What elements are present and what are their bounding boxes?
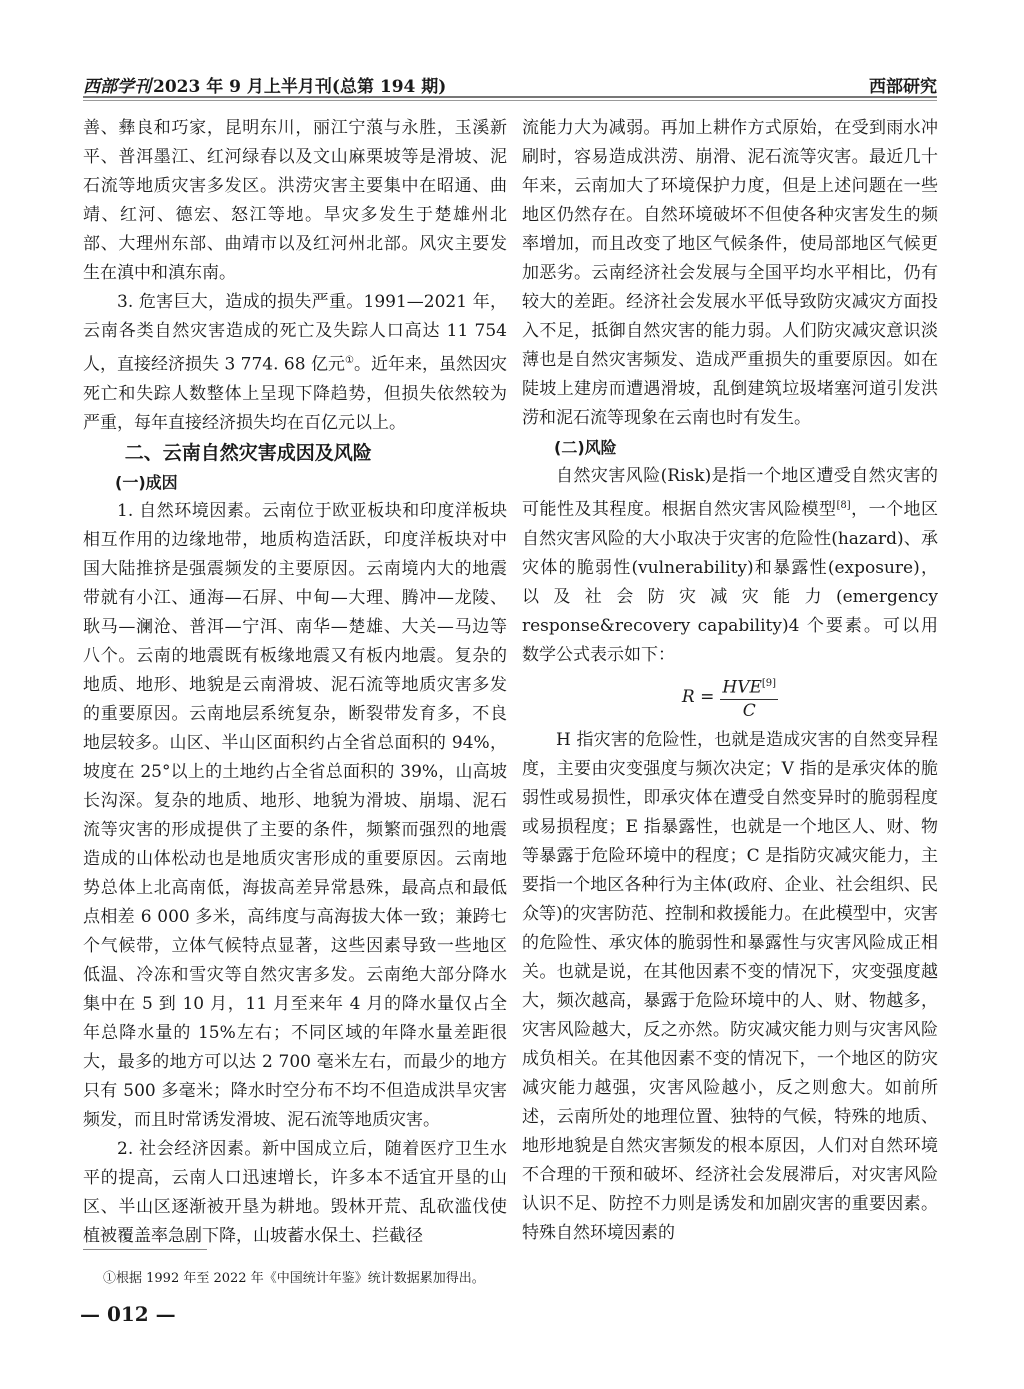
left-column [83, 114, 507, 1251]
issue-label: 2023 年 9 月上半月刊(总第 194 期) [153, 77, 447, 97]
paragraph-continued: 善、彝良和巧家，昆明东川，丽江宁蒗与永胜，玉溪新平、普洱墨江、红河绿春以及文山麻栗坡等是滑坡、泥石流等地质灾害多发区。洪涝灾害主要集中在昭通、曲靖、红河、德宏、怒江等地。旱灾多发生于楚雄州北部、大理州东部、曲靖市以及红河州北部。风灾主要发生在滇中和滇东南。 [83, 118, 507, 283]
paragraph-text: ，一个地区自然灾害风险的大小取决于灾害的危险性(hazard)、承灾体的脆弱性(vulnerability)和暴露性(exposure)，以及社会防灾减灾能力(emergency response&recovery capability)4 个要素。可以用数学公式表示如下： [522, 499, 939, 665]
journal-issue-header [83, 72, 446, 97]
page-number: — 012 — [80, 1302, 176, 1326]
section-heading: 二、云南自然灾害成因及风险 [124, 441, 372, 464]
footnote-rule [83, 1249, 207, 1250]
subsection-heading-risk: (二)风险 [554, 438, 617, 457]
numerator-text: HVE [722, 677, 762, 698]
running-header [83, 70, 937, 98]
section-label: 西部研究 [869, 77, 937, 97]
footnote: ①根据 1992 年至 2022 年《中国统计年鉴》统计数据累加得出。 [103, 1271, 485, 1286]
citation-ref[interactable]: [8] [836, 500, 851, 511]
paragraph-text: 。近年来，虽然因灾死亡和失踪人数整体上呈现下降趋势，但损失依然较为严重，每年直接经济损失均在百亿元以上。 [83, 354, 508, 433]
paragraph-social-factors: 2. 社会经济因素。新中国成立后，随着医疗卫生水平的提高，云南人口迅速增长，许多本不适宜开垦的山区、半山区逐渐被开垦为耕地。毁林开荒、乱砍滥伐使植被覆盖率急剧下降，山坡蓄水保土、拦截径 [83, 1138, 507, 1246]
formula-lhs: R = [681, 687, 715, 708]
paragraph-text: 3. 危害巨大，造成的损失严重。1991—2021 年，云南各类自然灾害造成的死亡及失踪人口高达 11 754 人，直接经济损失 3 774. 68 亿元 [83, 292, 507, 375]
formula-fraction [720, 673, 778, 722]
paragraph-risk-definition [522, 462, 938, 670]
formula-denominator: C [742, 700, 756, 721]
risk-formula [522, 670, 938, 726]
paragraph-variable-definitions: H 指灾害的危险性，也就是造成灾害的自然变异程度，主要由灾变强度与频次决定；V 指的是承灾体的脆弱性或易损性，即承灾体在遭受自然变异时的脆弱程度或易损程度；E 指暴露性，也就是一个地区人、财、物等暴露于危险环境中的程度；C 是指防灾减灾能力，主要指一个地区各种行为主体(政府、企业、社会组织、民众等)的灾害防范、控制和救援能力。在此模型中，灾害的危险性、承灾体的脆弱性和暴露性与灾害风险成正相关。也就是说，在其他因素不变的情况下，灾变强度越大，频次越高，暴露于危险环境中的人、财、物越多，灾害风险越大，反之亦然。防灾减灾能力则与灾害风险成负相关。在其他因素不变的情况下，一个地区的防灾减灾能力越强，灾害风险越小，反之则愈大。如前所述，云南所处的地理位置、独特的气候，特殊的地质、地形地貌是自然灾害频发的根本原因，人们对自然环境不合理的干预和破坏、经济社会发展滞后，对灾害风险认识不足、防控不力则是诱发和加剧灾害的重要因素。特殊自然环境因素的 [522, 729, 938, 1243]
header-rule [83, 96, 937, 98]
paragraph-damage [83, 288, 507, 438]
citation-ref[interactable]: [9] [761, 678, 777, 690]
right-column [522, 114, 938, 1248]
formula-numerator [720, 673, 778, 700]
subsection-heading-causes: (一)成因 [115, 472, 178, 492]
paragraph-continued: 流能力大为减弱。再加上耕作方式原始，在受到雨水冲刷时，容易造成洪涝、崩滑、泥石流等灾害。最近几十年来，云南加大了环境保护力度，但是上述问题在一些地区仍然存在。自然环境破坏不但使各种灾害发生的频率增加，而且改变了地区气候条件，使局部地区气候更加恶劣。云南经济社会发展与全国平均水平相比，仍有较大的差距。经济社会发展水平低导致防灾减灾方面投入不足，抵御自然灾害的能力弱。人们防灾减灾意识淡薄也是自然灾害频发、造成严重损失的重要原因。如在陡坡上建房而遭遇滑坡，乱倒建筑垃圾堵塞河道引发洪涝和泥石流等现象在云南也时有发生。 [522, 118, 938, 428]
paragraph-text: 自然灾害风险(Risk)是指一个地区遭受自然灾害的可能性及其程度。根据自然灾害风险模型 [522, 466, 938, 520]
paragraph-natural-factors: 1. 自然环境因素。云南位于欧亚板块和印度洋板块相互作用的边缘地带，地质构造活跃，印度洋板块对中国大陆推挤是强震频发的主要原因。云南境内大的地震带就有小江、通海—石屏、中甸—大理、腾冲—龙陵、耿马—澜沧、普洱—宁洱、南华—楚雄、大关—马边等八个。云南的地震既有板缘地震又有板内地震。复杂的地质、地形、地貌是云南滑坡、泥石流等地质灾害多发的重要原因。云南地层系统复杂，断裂带发育多，不良地层较多。山区、半山区面积约占全省总面积的 94%，坡度在 25°以上的土地约占全省总面积的 39%，山高坡长沟深。复杂的地质、地形、地貌为滑坡、崩塌、泥石流等灾害的形成提供了主要的条件，频繁而强烈的地震造成的山体松动也是地质灾害形成的重要原因。云南地势总体上北高南低，海拔高差异常悬殊，最高点和最低点相差 6 000 多米，高纬度与高海拔大体一致；兼跨七个气候带，立体气候特点显著，这些因素导致一些地区低温、冷冻和雪灾等自然灾害多发。云南绝大部分降水集中在 5 到 10 月，11 月至来年 4 月的降水量仅占全年总降水量的 15%左右；不同区域的年降水量差距很大，最多的地方可以达 2 700 毫米左右，而最少的地方只有 500 多毫米；降水时空分布不均不但造成洪旱灾害频发，而且时常诱发滑坡、泥石流等地质灾害。 [83, 500, 507, 1130]
journal-logo: 西部学刊 [83, 77, 151, 97]
footnote-marker[interactable]: ① [344, 355, 354, 366]
header-rule-thin [83, 100, 937, 101]
